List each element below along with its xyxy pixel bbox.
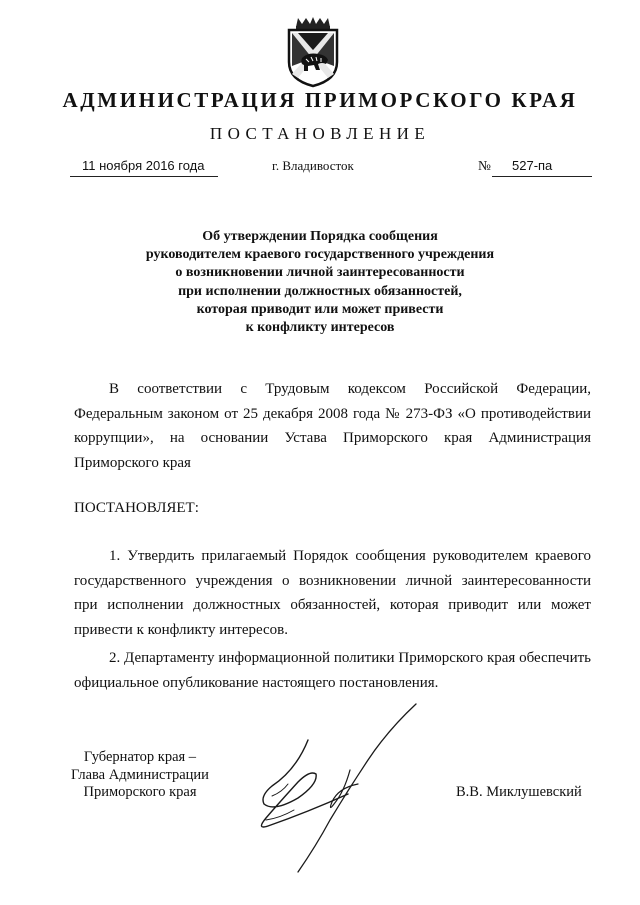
subject-line: Об утверждении Порядка сообщения (202, 229, 438, 244)
paragraph-line: 1. Утвердить прилагаемый Порядок сообщения руководителем краевого (109, 548, 591, 564)
subject-line: которая приводит или может привести (196, 301, 444, 317)
signatory-name: В.В. Миклушевский (456, 784, 582, 800)
signatory-position (60, 749, 220, 802)
paragraph-line: В соответствии с Трудовым кодексом Российской Федерации, (109, 381, 591, 397)
item-2-paragraph (74, 646, 591, 695)
paragraph-line: Федеральным законом от 25 декабря 2008 года № 273-ФЗ «О противодействии (74, 405, 591, 422)
paragraph-line: 2. Департаменту информационной политики Приморского края обеспечить (109, 650, 591, 666)
paragraph-line: государственного учреждения о возникновении личной заинтересованности (74, 572, 591, 589)
organization-title: АДМИНИСТРАЦИЯ ПРИМОРСКОГО КРАЯ (62, 88, 578, 112)
document-city: г. Владивосток (272, 158, 354, 173)
subject-line: к конфликту интересов (245, 320, 395, 336)
coat-of-arms-icon (276, 14, 350, 88)
handwritten-signature-icon (238, 700, 438, 875)
position-line: Глава Администрации (71, 766, 209, 783)
document-type: ПОСТАНОВЛЕНИЕ (209, 124, 431, 143)
document-number-label: № (478, 158, 491, 173)
document-number: 527-па (492, 158, 592, 177)
subject-line: о возникновении личной заинтересованности (175, 265, 465, 281)
position-line: Приморского края (83, 784, 197, 800)
decree-word: ПОСТАНОВЛЯЕТ: (74, 500, 199, 516)
paragraph-line: при исполнении должностных обязанностей, которая приводит или может (74, 597, 591, 613)
subject-line: руководителем краевого государственного учреждения (145, 247, 495, 263)
paragraph-line: коррупции», на основании Устава Приморского края Администрация (74, 430, 591, 446)
paragraph-line: Приморского края (74, 454, 191, 471)
position-line: Губернатор края – (83, 749, 197, 765)
document-date: 11 ноября 2016 года (70, 158, 218, 177)
preamble-paragraph (74, 377, 591, 475)
paragraph-line: официальное опубликование настоящего постановления. (74, 674, 439, 691)
subject-line: при исполнении должностных обязанностей, (178, 283, 462, 299)
item-1-paragraph (74, 544, 591, 642)
document-subject (120, 228, 520, 337)
paragraph-line: привести к конфликту интересов. (74, 621, 289, 638)
